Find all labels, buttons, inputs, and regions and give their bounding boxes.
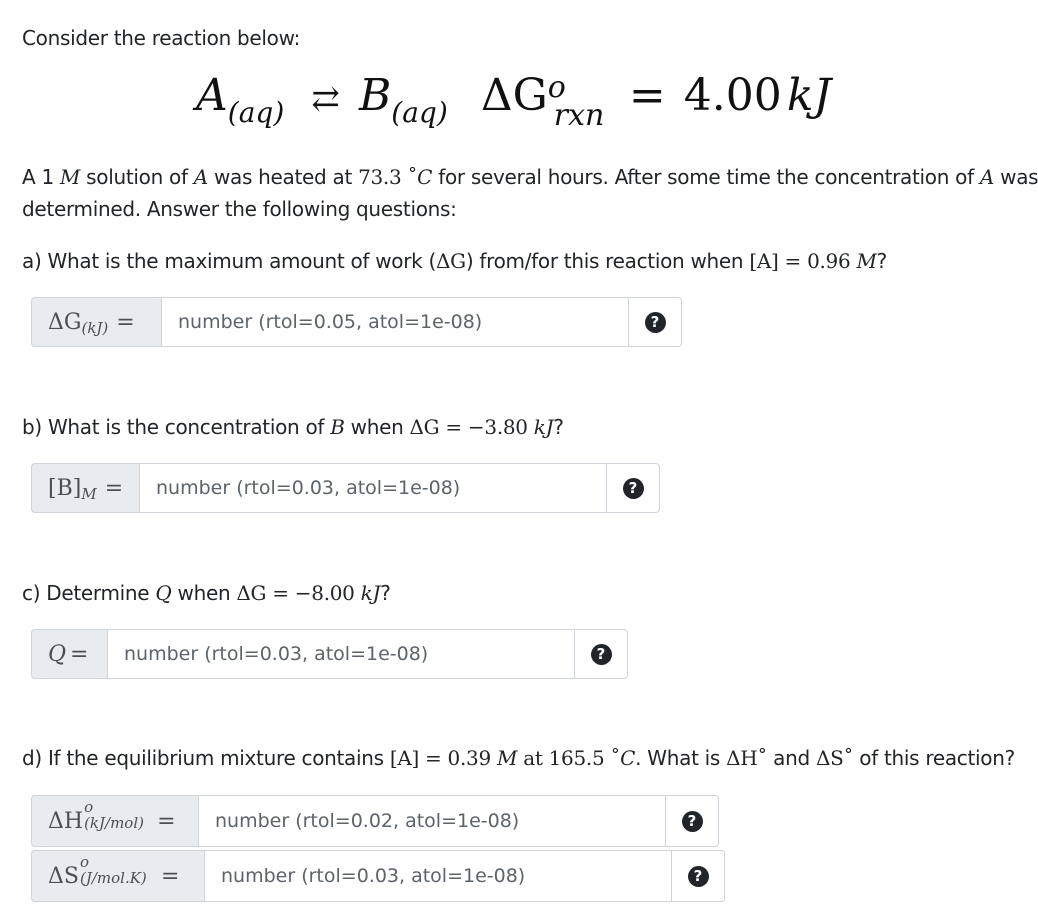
help-button-c[interactable]	[574, 629, 628, 679]
help-button-b[interactable]	[606, 463, 660, 513]
answer-d-enthalpy-label: ΔH o (kJ/mol) =	[31, 795, 198, 847]
equilibrium-arrow: ⇄	[311, 79, 340, 119]
question-d: d) If the equilibrium mixture contains [A] = 0.39 M at 165.5 ˚C. What is ΔH˚ and ΔS˚ of this reaction?	[22, 746, 1015, 770]
description-line-2: determined. Answer the following questions:	[22, 197, 457, 221]
question-mark-icon: ?	[688, 866, 709, 887]
answer-group-a	[31, 297, 682, 347]
question-a: a) What is the maximum amount of work (ΔG) from/for this reaction when [A] = 0.96 M?	[22, 249, 887, 273]
help-button-d-enthalpy[interactable]	[665, 795, 719, 847]
answer-c-input[interactable]	[107, 629, 574, 679]
question-mark-icon: ?	[591, 644, 612, 665]
answer-group-b	[31, 463, 660, 513]
answer-d-entropy-label: ΔS o (J/mol.K) =	[31, 850, 204, 902]
description-line-1: A 1 M solution of A was heated at 73.3 ˚C for several hours. After some time the concentration of A was	[22, 165, 1038, 189]
answer-group-c	[31, 629, 628, 679]
answer-group-d-enthalpy	[31, 795, 719, 847]
answer-a-label: ΔG (kJ) =	[31, 297, 161, 347]
answer-d-enthalpy-input[interactable]	[198, 795, 665, 847]
answer-group-d-entropy	[31, 850, 725, 902]
answer-d-entropy-input[interactable]	[204, 850, 671, 902]
question-c: c) Determine Q when ΔG = −8.00 kJ?	[22, 581, 391, 605]
question-mark-icon: ?	[623, 478, 644, 499]
question-b: b) What is the concentration of B when ΔG = −3.80 kJ?	[22, 415, 564, 439]
answer-b-input[interactable]	[139, 463, 606, 513]
answer-c-label: Q =	[31, 629, 107, 679]
help-button-d-entropy[interactable]	[671, 850, 725, 902]
help-button-a[interactable]	[628, 297, 682, 347]
reaction-equation: A(aq) ⇄ B(aq) ΔG o rxn = 4.00 kJ	[196, 70, 832, 133]
question-mark-icon: ?	[645, 312, 666, 333]
answer-a-input[interactable]	[161, 297, 628, 347]
answer-b-label: [B] M =	[31, 463, 139, 513]
intro-text: Consider the reaction below:	[22, 26, 301, 50]
question-mark-icon: ?	[682, 811, 703, 832]
